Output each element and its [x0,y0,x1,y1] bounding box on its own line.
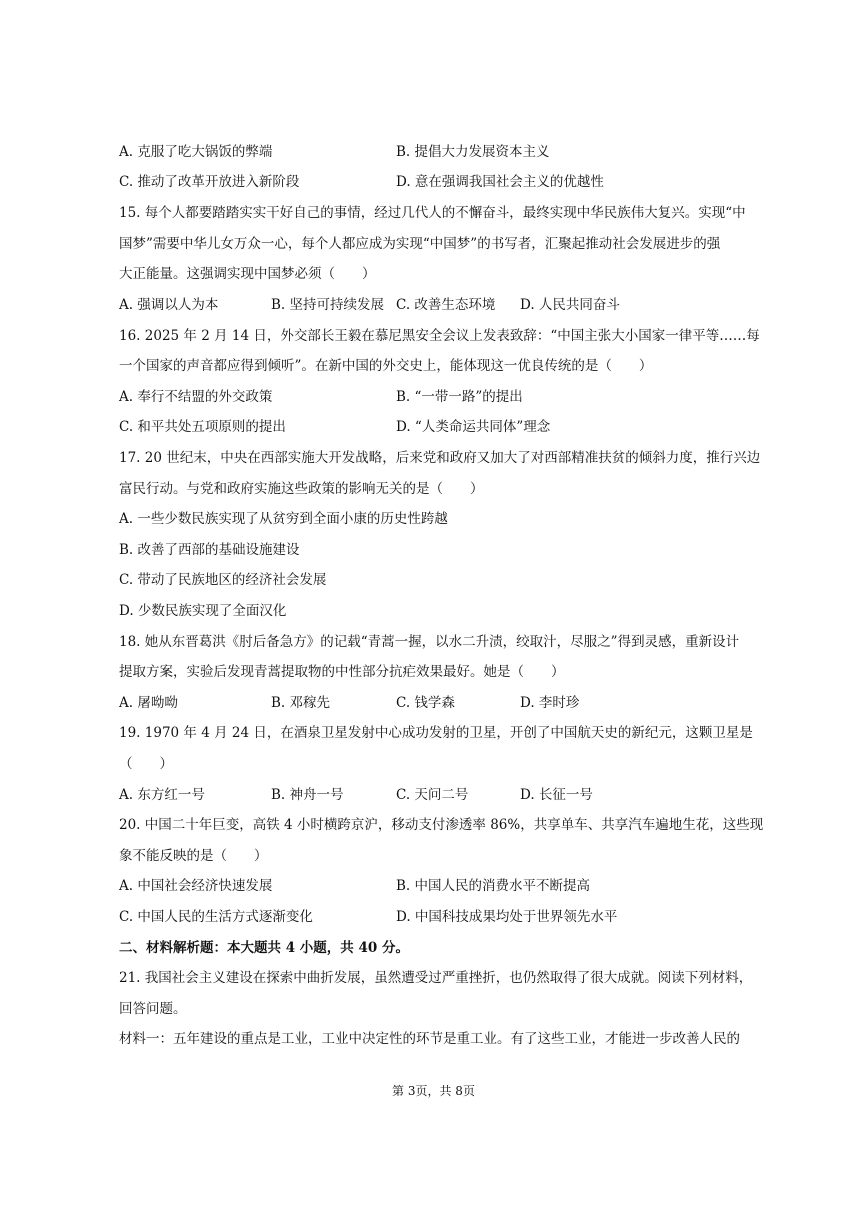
q15-stem-line-1: 15. 每个人都要踏踏实实干好自己的事情，经过几代人的不懈奋斗，最终实现中华民族伟大复兴。实现“中 [119,205,746,221]
q18-stem-line-2: 提取方案，实验后发现青蒿提取物的中性部分抗疟效果最好。她是（ ） [119,664,565,680]
q18-option-a: A. 屠呦呦 [119,695,178,711]
q19-option-d: D. 长征一号 [520,787,593,803]
q19-option-c: C. 天问二号 [396,787,469,803]
q19-stem-line-1: 19. 1970 年 4 月 24 日，在酒泉卫星发射中心成功发射的卫星，开创了中国航天史的新纪元，这颗卫星是 [119,725,753,741]
q20-option-d: D. 中国科技成果均处于世界领先水平 [396,909,618,925]
q16-stem-line-2: 一个国家的声音都应得到倾听”。在新中国的外交史上，能体现这一优良传统的是（ ） [119,358,653,374]
q18-option-c: C. 钱学森 [396,695,455,711]
q17-option-a: A. 一些少数民族实现了从贫穷到全面小康的历史性跨越 [119,511,448,527]
q14-option-a: A. 克服了吃大锅饭的弊端 [119,144,273,160]
q17-stem-line-2: 富民行动。与党和政府实施这些政策的影响无关的是（ ） [119,481,484,497]
q15-stem-line-3: 大正能量。这强调实现中国梦必须（ ） [119,266,376,282]
q20-option-a: A. 中国社会经济快速发展 [119,878,273,894]
q15-stem-line-2: 国梦”需要中华儿女万众一心，每个人都应成为实现“中国梦”的书写者，汇聚起推动社会发展进步的强 [119,236,721,252]
q21-stem-line-2: 回答问题。 [119,1001,187,1017]
q19-option-b: B. 神舟一号 [271,787,344,803]
q21-stem-line-1: 21. 我国社会主义建设在探索中曲折发展，虽然遭受过严重挫折，也仍然取得了很大成就。阅读下列材料， [119,970,753,986]
q20-stem-line-2: 象不能反映的是（ ） [119,848,268,864]
q20-option-c: C. 中国人民的生活方式逐渐变化 [119,909,313,925]
q18-option-b: B. 邓稼先 [271,695,331,711]
q19-stem-line-2: （ ） [119,756,173,772]
q18-option-d: D. 李时珍 [520,695,580,711]
q15-option-d: D. 人民共同奋斗 [520,297,620,313]
q16-option-c: C. 和平共处五项原则的提出 [119,419,286,435]
q17-option-c: C. 带动了民族地区的经济社会发展 [119,572,327,588]
q17-option-b: B. 改善了西部的基础设施建设 [119,542,300,558]
q16-stem-line-1: 16. 2025 年 2 月 14 日，外交部长王毅在慕尼黑安全会议上发表致辞：“中国主张大小国家一律平等……每 [119,328,760,344]
section-heading: 二、材料解析题：本大题共 4 小题，共 40 分。 [119,940,409,956]
q15-option-c: C. 改善生态环境 [396,297,496,313]
q21-material-line-1: 材料一：五年建设的重点是工业，工业中决定性的环节是重工业。有了这些工业，才能进一步改善人民的 [119,1031,740,1047]
q20-stem-line-1: 20. 中国二十年巨变，高铁 4 小时横跨京沪，移动支付渗透率 86%，共享单车、共享汽车遍地生花，这些现 [119,817,764,833]
q16-option-a: A. 奉行不结盟的外交政策 [119,389,273,405]
q15-option-b: B. 坚持可持续发展 [271,297,385,313]
q15-option-a: A. 强调以人为本 [119,297,219,313]
q16-option-b: B. “一带一路”的提出 [396,389,523,405]
q14-option-b: B. 提倡大力发展资本主义 [396,144,550,160]
q16-option-d: D. “人类命运共同体”理念 [396,419,551,435]
q19-option-a: A. 东方红一号 [119,787,205,803]
q14-option-c: C. 推动了改革开放进入新阶段 [119,174,300,190]
q14-option-d: D. 意在强调我国社会主义的优越性 [396,174,604,190]
page-footer: 第 3页，共 8页 [392,1084,475,1098]
q18-stem-line-1: 18. 她从东晋葛洪《肘后备急方》的记载“青蒿一握，以水二升渍，绞取汁，尽服之”得到灵感，重新设计 [119,634,740,650]
q17-option-d: D. 少数民族实现了全面汉化 [119,603,287,619]
q20-option-b: B. 中国人民的消费水平不断提高 [396,878,591,894]
q17-stem-line-1: 17. 20 世纪末，中央在西部实施大开发战略，后来党和政府又加大了对西部精准扶贫的倾斜力度，推行兴边 [119,450,761,466]
